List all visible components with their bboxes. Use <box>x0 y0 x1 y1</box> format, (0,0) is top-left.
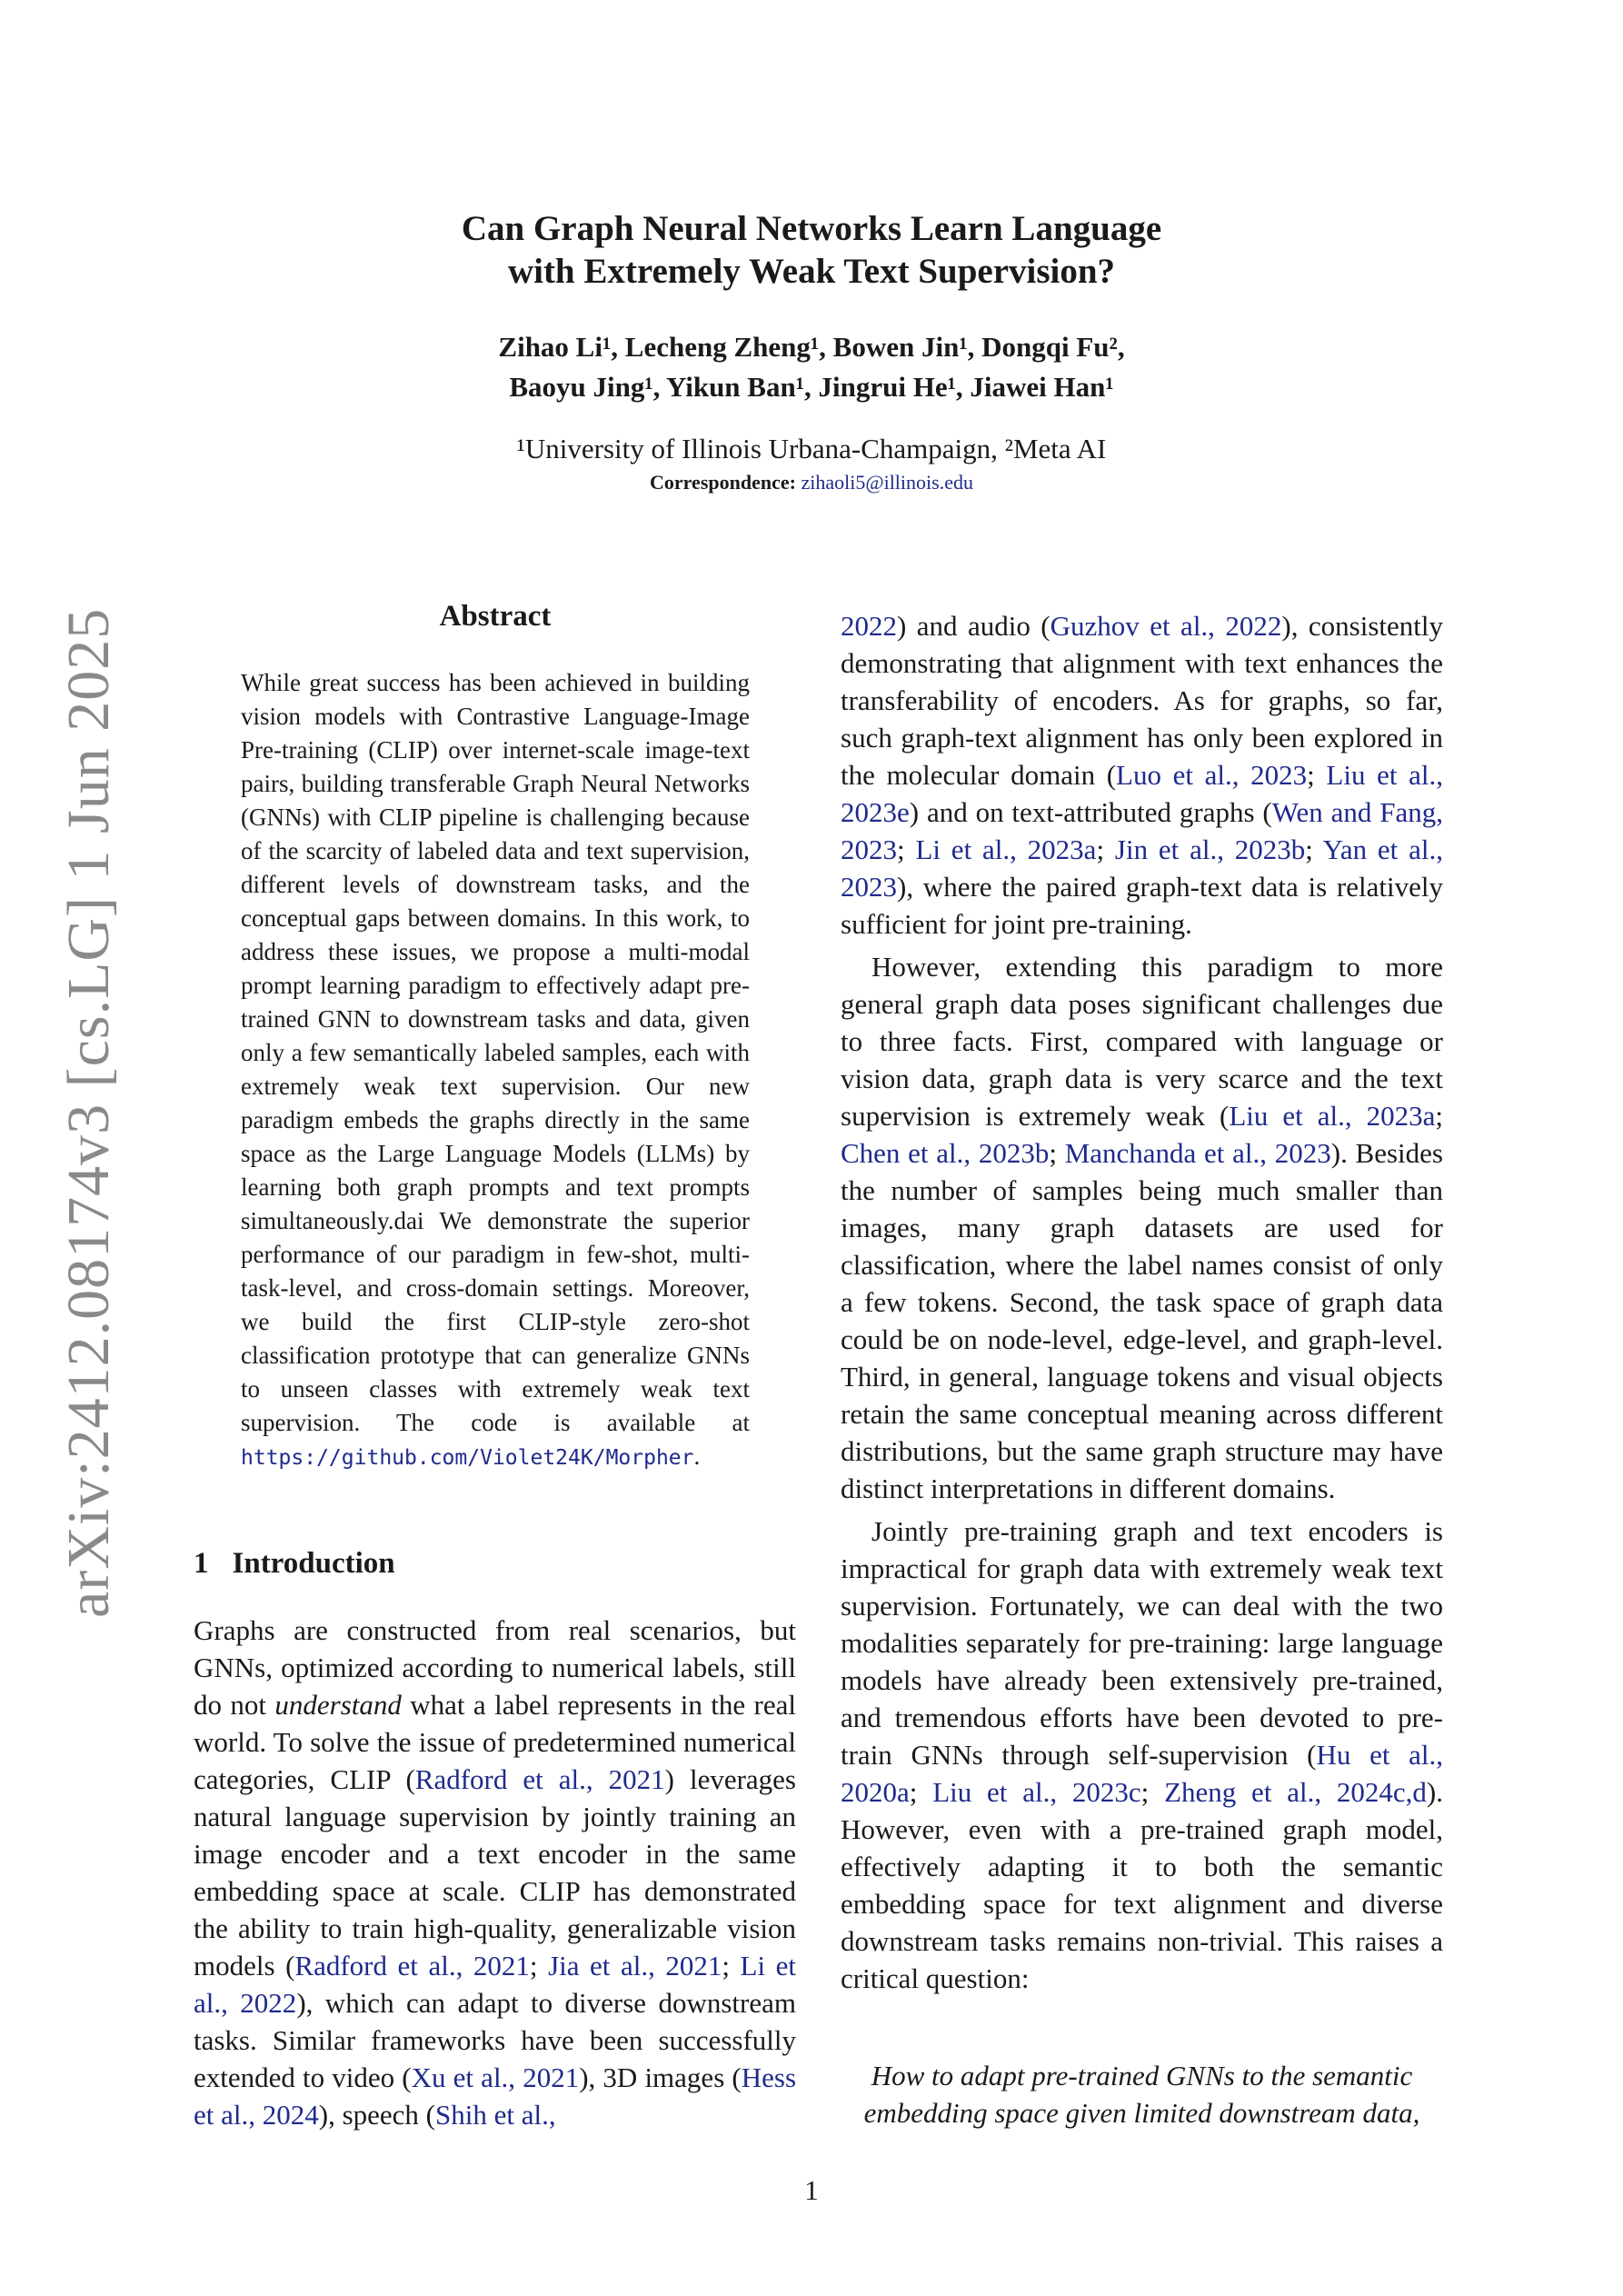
section-title: Introduction <box>232 1547 395 1580</box>
citation-link[interactable]: Chen et al., 2023b <box>841 1137 1050 1169</box>
text-run: ). However, even with a pre-trained graph model, effectively adapting it to both the semantic embedding space for text alignment and diverse downstream tasks remains non-trivial. This raises a critical question: <box>841 1776 1443 1994</box>
text-run: ; <box>1049 1137 1065 1169</box>
citation-link[interactable]: Liu et al., 2023e <box>841 759 1443 828</box>
text-run: ) and on text-attributed graphs ( <box>909 796 1272 828</box>
correspondence-email-link[interactable]: zihaoli5@illinois.edu <box>801 471 973 494</box>
citation-link[interactable]: Li et al., 2023a <box>915 834 1097 865</box>
question-line-2: embedding space given limited downstream data, <box>863 2097 1420 2129</box>
emphasis-text: understand <box>274 1689 402 1721</box>
text-run: ), where the paired graph-text data is relatively sufficient for joint pre-training. <box>841 871 1443 940</box>
citation-link[interactable]: Liu et al., 2023c <box>932 1776 1141 1808</box>
text-run: ), speech ( <box>318 2099 435 2131</box>
citation-link[interactable]: Luo et al., 2023 <box>1116 759 1308 791</box>
citation-link[interactable]: Shih et al., <box>435 2099 556 2131</box>
abstract-body: While great success has been achieved in building vision models with Contrastive Language-Image Pre-training (CLIP) over internet-scale image-text pairs, building transferable Graph Neural Networks (GNNs) with CLIP pipeline is challenging because of the scarcity of labeled data and text supervision, different levels of downstream tasks, and the conceptual gaps between domains. In this work, to address these issues, we propose a multi-modal prompt learning paradigm to effectively adapt pre-trained GNN to downstream tasks and data, given only a few semantically labeled samples, each with extremely weak text supervision. Our new paradigm embeds the graphs directly in the same space as the Large Language Models (LLMs) by learning both graph prompts and text prompts simultaneously.dai We demonstrate the superior performance of our paradigm in few-shot, multi-task-level, and cross-domain settings. Moreover, we build the first CLIP-style zero-shot classification prototype that can generalize GNNs to unseen classes with extremely weak text supervision. The code is available at https://github.com/Violet24K/Morpher. <box>241 669 750 1470</box>
citation-link[interactable]: Radford et al., 2021 <box>414 1763 665 1795</box>
page-number: 1 <box>804 2174 819 2206</box>
introduction-paragraph-1-continued <box>841 607 1443 943</box>
text-run: ; <box>1435 1100 1444 1132</box>
text-run: ; <box>909 1776 933 1808</box>
right-column <box>841 607 1443 2002</box>
author-list <box>273 327 1350 407</box>
text-run: ; <box>529 1950 549 1982</box>
arxiv-identifier: arXiv:2412.08174v3 [cs.LG] 1 Jun 2025 <box>55 607 122 1618</box>
citation-link[interactable]: Jia et al., 2021 <box>548 1950 722 1982</box>
text-run: Jointly pre-training graph and text encoders is impractical for graph data with extremely weak text supervision. Fortunately, we can deal with the two modalities separately for pre-training: large language models have already been extensively pre-trained, and tremendous efforts have been devoted to pre-train GNNs through self-supervision ( <box>841 1515 1443 1771</box>
citation-link[interactable]: 2022 <box>841 610 897 642</box>
text-run: ; <box>1305 834 1323 865</box>
introduction-paragraph-1 <box>194 1612 796 2133</box>
correspondence-label: Correspondence: <box>650 471 796 494</box>
paper-header <box>273 207 1350 494</box>
paper-title <box>273 207 1350 293</box>
abstract-heading: Abstract <box>439 600 552 633</box>
text-run: However, extending this paradigm to more general graph data poses significant challenges due to three facts. First, compared with language or vision data, graph data is very scarce and the text supervision is extremely weak ( <box>841 951 1443 1132</box>
citation-link[interactable]: Jin et al., 2023b <box>1114 834 1306 865</box>
text-run: ). Besides the number of samples being much smaller than images, many graph datasets are used for classification, where the label names consist of only a few tokens. Second, the task space of graph data could be on node-level, edge-level, and graph-level. Third, in general, language tokens and visual objects retain the same conceptual meaning across different distributions, but the same graph structure may have distinct interpretations in different domains. <box>841 1137 1443 1504</box>
affiliations: ¹University of Illinois Urbana-Champaign, ²Meta AI <box>516 433 1107 464</box>
question-line-1: How to adapt pre-trained GNNs to the semantic <box>871 2060 1413 2091</box>
text-run: ) leverages natural language supervision by jointly training an image encoder and a text encoder in the same embedding space at scale. CLIP has demonstrated the ability to train high-quality, generalizable vision models ( <box>194 1763 796 1982</box>
code-repository-link[interactable]: https://github.com/Violet24K/Morpher <box>241 1446 694 1470</box>
text-run: Graphs are constructed from real scenarios, but GNNs, optimized according to numerical labels, still do not <box>194 1614 796 1721</box>
text-run: ), which can adapt to diverse downstream tasks. Similar frameworks have been successfully extended to video ( <box>194 1987 797 2093</box>
citation-link[interactable]: Li et al., 2022 <box>194 1950 797 2019</box>
title-line-2: with Extremely Weak Text Supervision? <box>507 252 1116 291</box>
authors-line-2: Baoyu Jing¹, Yikun Ban¹, Jingrui He¹, Jiawei Han¹ <box>509 371 1114 403</box>
text-run: ; <box>722 1950 741 1982</box>
citation-link[interactable]: Zheng et al., 2024c,d <box>1164 1776 1427 1808</box>
section-number: 1 <box>194 1547 209 1580</box>
text-run: ; <box>1140 1776 1165 1808</box>
citation-link[interactable]: Liu et al., 2023a <box>1229 1100 1436 1132</box>
citation-link[interactable]: Wen and Fang, 2023 <box>841 796 1444 865</box>
text-run: ) and audio ( <box>897 610 1050 642</box>
citation-link[interactable]: Xu et al., 2021 <box>411 2061 580 2093</box>
text-run: what a label represents in the real world. To solve the issue of predetermined numerical categories, CLIP ( <box>194 1689 796 1795</box>
citation-link[interactable]: Radford et al., 2021 <box>294 1950 530 1982</box>
research-question <box>841 2057 1443 2131</box>
abstract-text: While great success has been achieved in building vision models with Contrastive Language-Image Pre-training (CLIP) over internet-scale image-text pairs, building transferable Graph Neural Networks (GNNs) with CLIP pipeline is challenging because of the scarcity of labeled data and text supervision, different levels of downstream tasks, and the conceptual gaps between domains. In this work, to address these issues, we propose a multi-modal prompt learning paradigm to effectively adapt pre-trained GNN to downstream tasks and data, given only a few semantically labeled samples, each with extremely weak text supervision. Our new paradigm embeds the graphs directly in the same space as the Large Language Models (LLMs) by learning both graph prompts and text prompts simultaneously.dai We demonstrate the superior performance of our paradigm in few-shot, multi-task-level, and cross-domain settings. Moreover, we build the first CLIP-style zero-shot classification prototype that can generalize GNNs to unseen classes with extremely weak text supervision. The code is available at <box>241 669 750 1436</box>
text-run: ), consistently demonstrating that alignment with text enhances the transferability of encoders. As for graphs, so far, such graph-text alignment has only been explored in the molecular domain ( <box>841 610 1444 791</box>
citation-link[interactable]: Guzhov et al., 2022 <box>1050 610 1282 642</box>
citation-link[interactable]: Hess et al., 2024 <box>194 2061 797 2131</box>
citation-link[interactable]: Hu et al., 2020a <box>841 1739 1443 1808</box>
title-line-1: Can Graph Neural Networks Learn Language <box>461 209 1162 248</box>
text-run: ; <box>897 834 916 865</box>
citation-link[interactable]: Manchanda et al., 2023 <box>1064 1137 1331 1169</box>
introduction-paragraph-3 <box>841 1512 1443 1997</box>
authors-line-1: Zihao Li¹, Lecheng Zheng¹, Bowen Jin¹, Dongqi Fu², <box>498 331 1125 363</box>
text-run: ; <box>1096 834 1115 865</box>
text-run: ; <box>1307 759 1327 791</box>
citation-link[interactable]: Yan et al., 2023 <box>841 834 1443 903</box>
correspondence <box>273 471 1350 494</box>
text-run: ), 3D images ( <box>579 2061 742 2093</box>
introduction-paragraph-2 <box>841 948 1443 1507</box>
section-heading-introduction <box>194 1547 395 1581</box>
